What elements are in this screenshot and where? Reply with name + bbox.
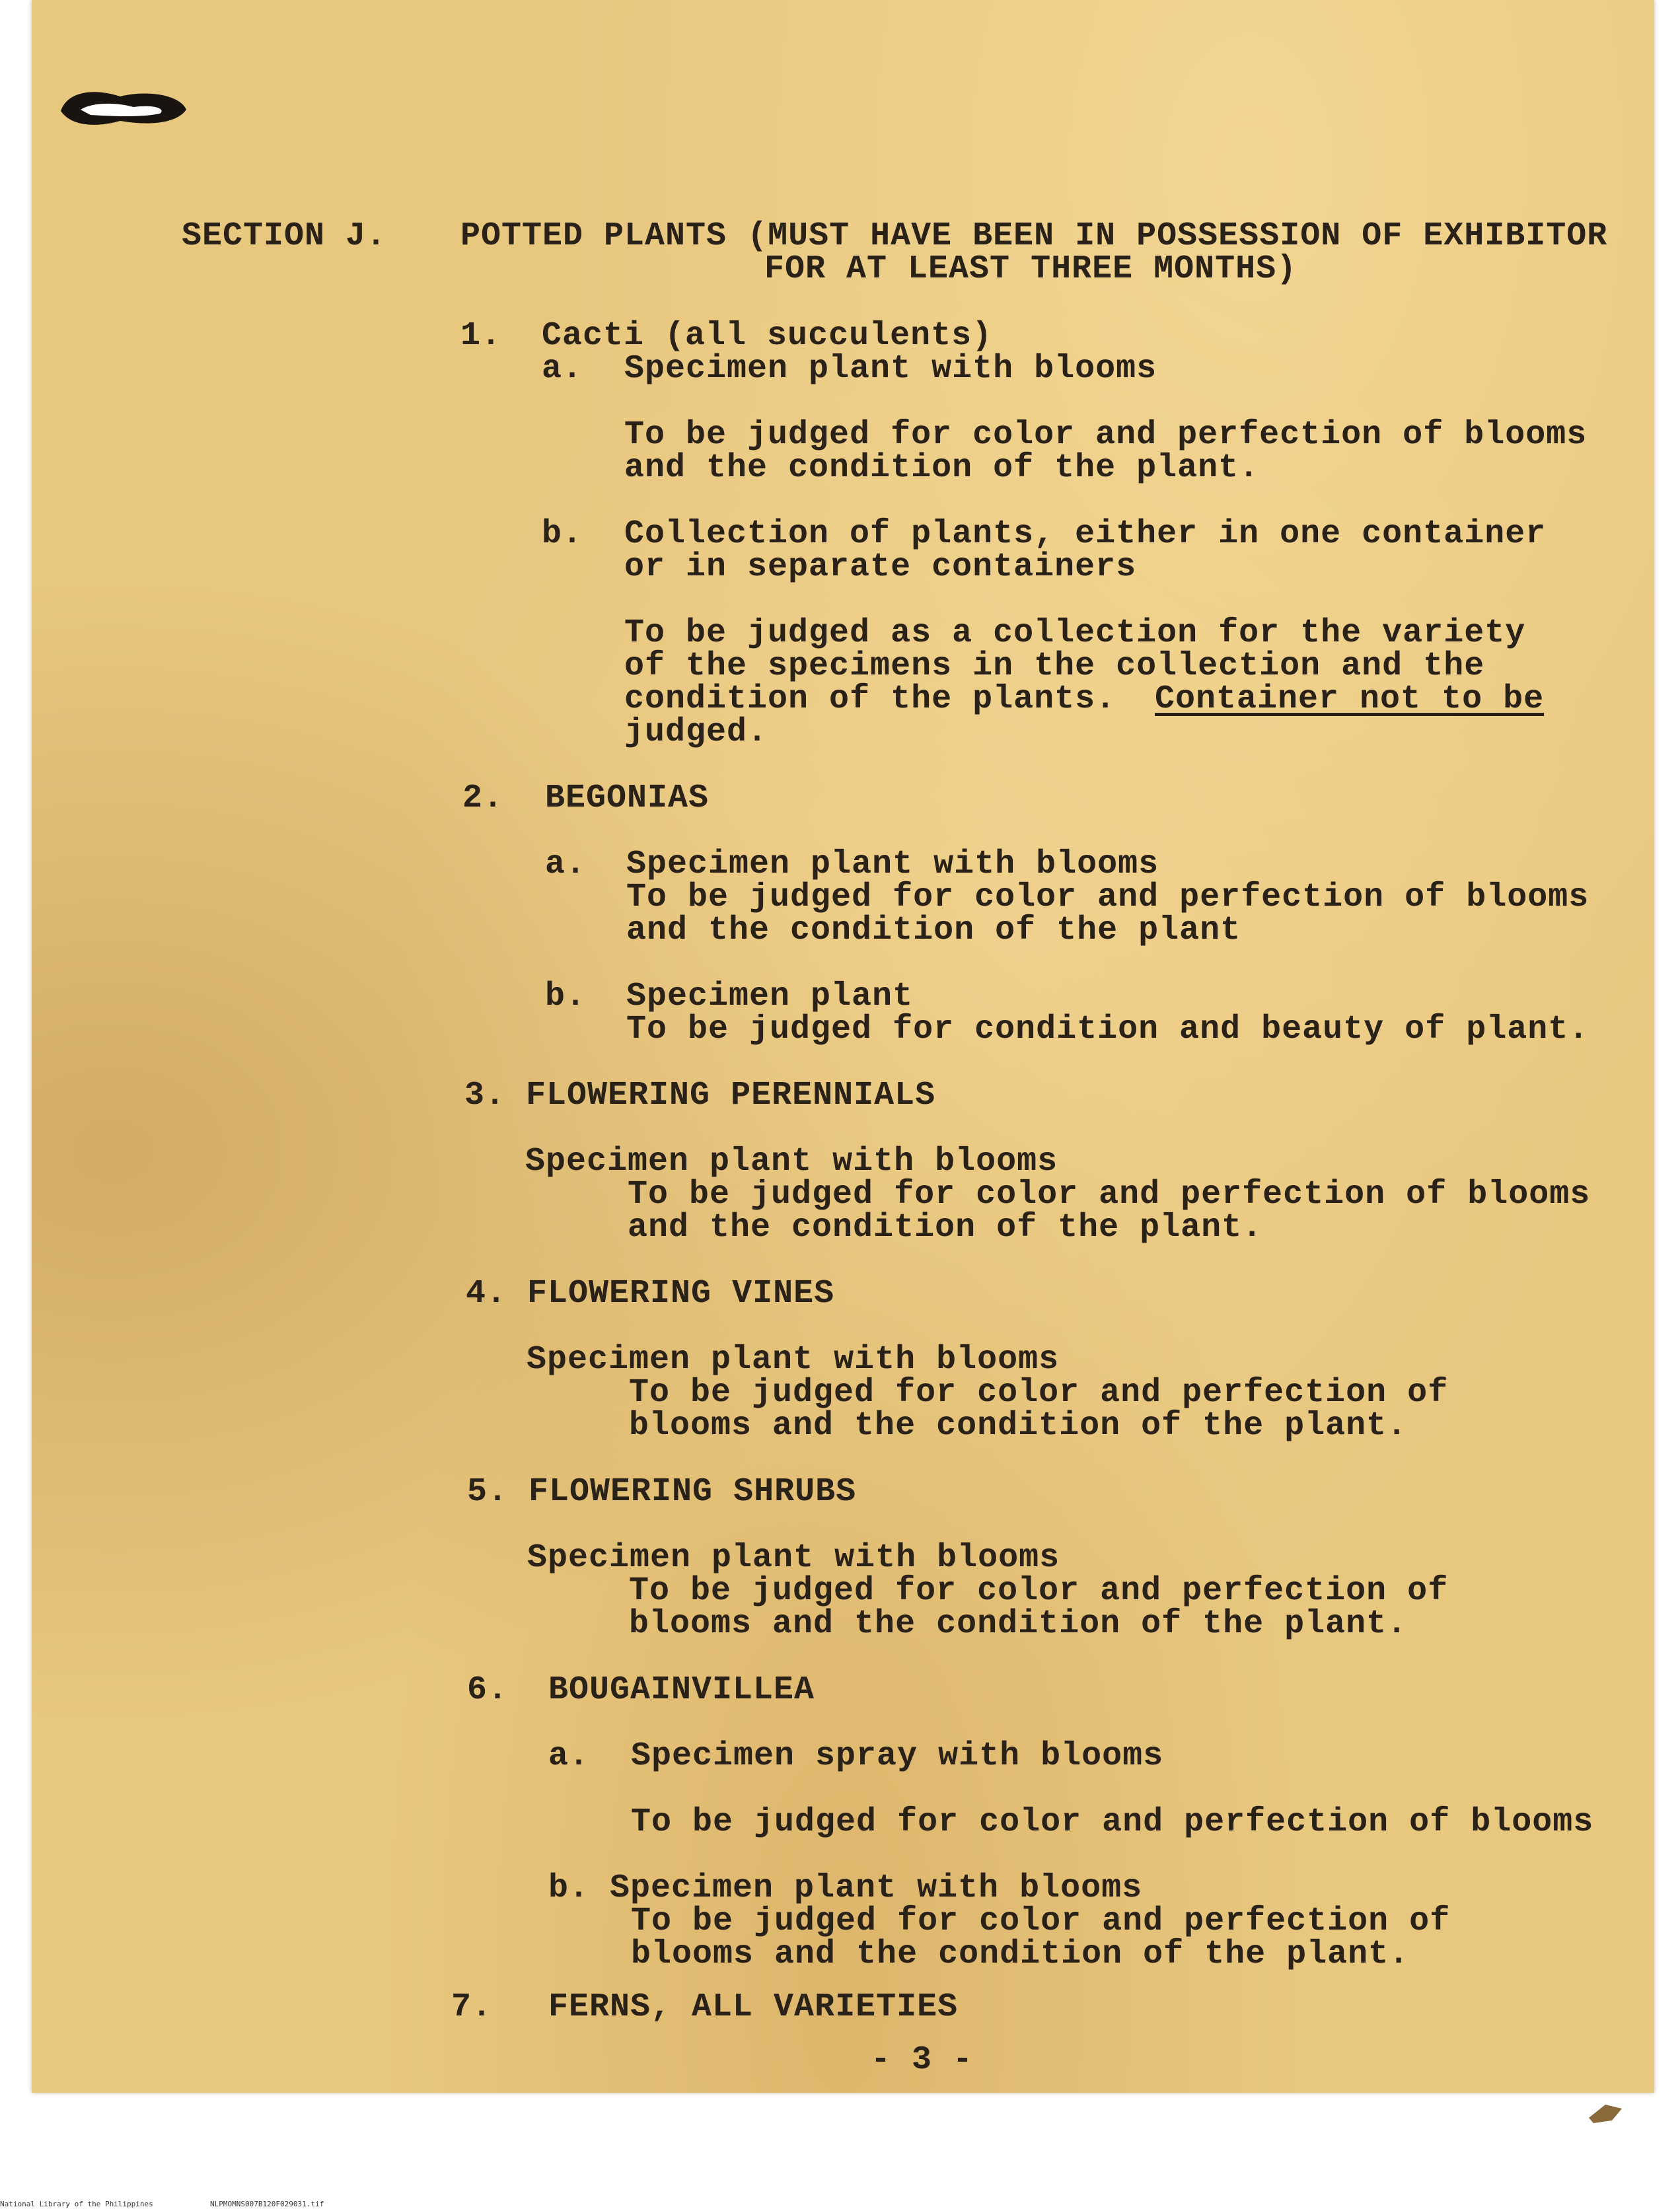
item-6-title: BOUGAINVILLEA (548, 1671, 815, 1709)
paper-fragment (1586, 2099, 1625, 2126)
item-1a-desc-1: To be judged for color and perfection of blooms (624, 416, 1588, 454)
item-3-desc-1: To be judged for color and perfection of blooms (628, 1176, 1591, 1213)
item-5-desc-2: blooms and the condition of the plant. (629, 1605, 1408, 1643)
item-2b-desc: To be judged for condition and beauty of plant. (626, 1011, 1589, 1048)
item-6b-line: b. Specimen plant with blooms (548, 1869, 1143, 1907)
item-6b-desc-2: blooms and the condition of the plant. (631, 1936, 1410, 1973)
item-2b-mark: b. (545, 978, 587, 1015)
item-4-desc-1: To be judged for color and perfection of (629, 1374, 1449, 1412)
section-title-line-1: POTTED PLANTS (MUST HAVE BEEN IN POSSESSION OF EXHIBITOR (460, 217, 1608, 255)
scan-source-label: National Library of the Philippines (0, 2200, 153, 2208)
item-3-sub: Specimen plant with blooms (525, 1143, 1058, 1180)
item-7-number: 7. (451, 1988, 493, 2026)
scan-filename: NLPMOMNS007B120F029031.tif (210, 2200, 324, 2208)
item-6a-mark: a. (548, 1737, 590, 1775)
item-4-heading: 4. FLOWERING VINES (466, 1275, 835, 1313)
section-title-line-2: FOR AT LEAST THREE MONTHS) (764, 250, 1297, 288)
item-1b-title-2: or in separate containers (624, 548, 1137, 586)
item-1b-title-1: Collection of plants, either in one container (624, 515, 1547, 553)
item-7-title: FERNS, ALL VARIETIES (548, 1988, 959, 2026)
item-2-number: 2. (462, 779, 504, 817)
item-2a-mark: a. (545, 846, 587, 883)
item-2a-title: Specimen plant with blooms (626, 846, 1159, 883)
item-4-sub: Specimen plant with blooms (527, 1341, 1060, 1379)
item-1b-desc-3: condition of the plants. (624, 680, 1116, 718)
page-number: - 3 - (871, 2041, 974, 2079)
item-3-heading: 3. FLOWERING PERENNIALS (464, 1077, 936, 1114)
item-2-title: BEGONIAS (545, 779, 710, 817)
item-1-number: 1. (460, 317, 502, 355)
item-1b-desc-1: To be judged as a collection for the variety (624, 614, 1526, 652)
item-1b-desc-4: judged. (624, 713, 768, 751)
item-2a-desc-1: To be judged for color and perfection of blooms (626, 879, 1589, 916)
item-1-title: Cacti (all succulents) (542, 317, 993, 355)
section-label: SECTION J. (182, 217, 387, 255)
item-1a-mark: a. (542, 350, 583, 388)
item-6-number: 6. (467, 1671, 509, 1709)
item-1b-mark: b. (542, 515, 583, 553)
item-3-desc-2: and the condition of the plant. (628, 1209, 1263, 1247)
item-1a-title: Specimen plant with blooms (624, 350, 1157, 388)
item-2a-desc-2: and the condition of the plant (626, 912, 1241, 949)
item-6b-desc-1: To be judged for color and perfection of (631, 1902, 1451, 1940)
item-2b-title: Specimen plant (626, 978, 914, 1015)
item-5-heading: 5. FLOWERING SHRUBS (467, 1473, 857, 1511)
paper-damage-hole (54, 85, 193, 131)
item-5-desc-1: To be judged for color and perfection of (629, 1572, 1449, 1610)
item-5-sub: Specimen plant with blooms (527, 1539, 1060, 1577)
item-1b-desc-3-underlined: Container not to be (1155, 680, 1545, 718)
item-4-desc-2: blooms and the condition of the plant. (629, 1407, 1408, 1445)
item-1b-desc-2: of the specimens in the collection and the (624, 647, 1485, 685)
item-6a-desc: To be judged for color and perfection of blooms (631, 1803, 1594, 1841)
item-1a-desc-2: and the condition of the plant. (624, 449, 1260, 487)
item-6a-title: Specimen spray with blooms (631, 1737, 1164, 1775)
